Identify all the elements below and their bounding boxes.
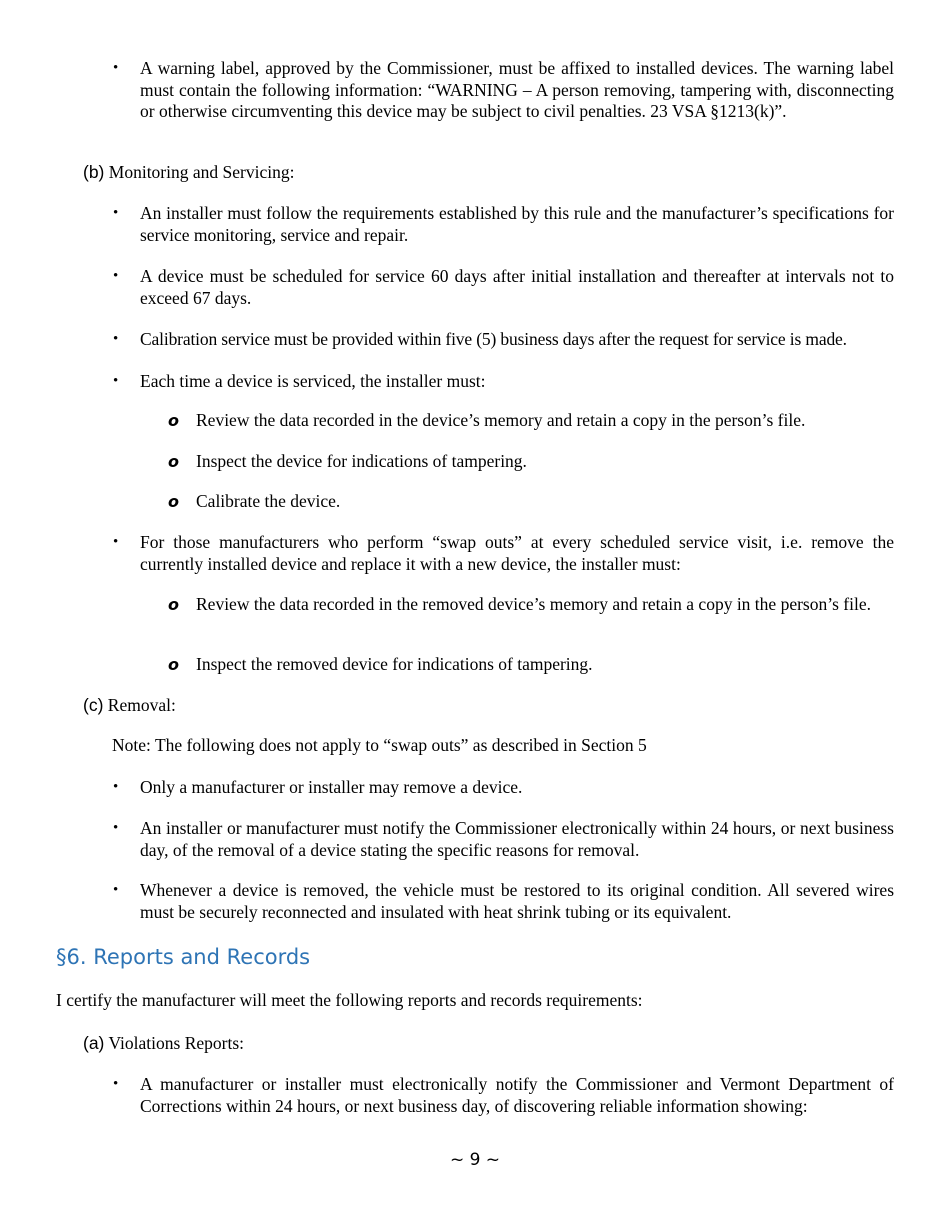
- service-step-1: o Review the data recorded in the device’s memory and retain a copy in the person’s file.: [168, 410, 806, 430]
- section-6a-bullet-1: • A manufacturer or installer must electronically notify the Commissioner and Vermont Department of Corrections within 24 hours, or next business day, of discovering reliable information showing:: [140, 1074, 894, 1117]
- section-c-bullet-1: • Only a manufacturer or installer may remove a device.: [140, 777, 894, 799]
- section-b-label: [83, 162, 294, 184]
- section-b-bullet-3: • Calibration service must be provided within five (5) business days after the request for service is made.: [140, 329, 900, 351]
- circle-bullet-icon: o: [168, 411, 179, 430]
- section-c-note: Note: The following does not apply to “swap outs” as described in Section 5: [112, 735, 647, 755]
- swap-step-1: o Review the data recorded in the removed device’s memory and retain a copy in the person’s file.: [168, 594, 871, 614]
- section-6a-title: Violations Reports:: [108, 1033, 244, 1053]
- section-c-bullet-2: • An installer or manufacturer must notify the Commissioner electronically within 24 hours, or next business day, of the removal of a device stating the specific reasons for removal.: [140, 818, 894, 861]
- section-6-heading: §6. Reports and Records: [56, 945, 311, 969]
- section-c-bullet-3: • Whenever a device is removed, the vehicle must be restored to its original condition. All severed wires must be securely reconnected and insulated with heat shrink tubing or its equivalent.: [140, 880, 894, 923]
- section-c-label: [83, 695, 176, 717]
- section-b-bullet-4: • Each time a device is serviced, the installer must:: [140, 371, 894, 393]
- section-6a-label: [83, 1033, 244, 1055]
- page-number: ~ 9 ~: [449, 1150, 501, 1170]
- section-b-bullet-2: • A device must be scheduled for service 60 days after initial installation and thereafter at intervals not to exceed 67 days.: [140, 266, 894, 309]
- section-b-marker: (b): [83, 162, 105, 182]
- section-b-bullet-1: • An installer must follow the requirements established by this rule and the manufacturer’s specifications for service monitoring, service and repair.: [140, 203, 894, 246]
- section-c-title: Removal:: [107, 695, 176, 715]
- circle-bullet-icon: o: [168, 595, 179, 614]
- section-6-intro: I certify the manufacturer will meet the following reports and records requirements:: [56, 990, 643, 1010]
- warning-label-bullet: • A warning label, approved by the Commissioner, must be affixed to installed devices. The warning label must contain the following information: “WARNING – A person removing, tampering with, disconnecting or otherwise circumventing this device may be subject to civil penalties. 23 VSA §1213(k)”.: [140, 58, 894, 123]
- section-c-marker: (c): [83, 695, 104, 715]
- service-step-3: o Calibrate the device.: [168, 491, 341, 511]
- section-b-bullet-5: • For those manufacturers who perform “swap outs” at every scheduled service visit, i.e. remove the currently installed device and replace it with a new device, the installer must:: [140, 532, 894, 575]
- service-step-2: o Inspect the device for indications of tampering.: [168, 451, 527, 471]
- circle-bullet-icon: o: [168, 655, 179, 674]
- circle-bullet-icon: o: [168, 452, 179, 471]
- circle-bullet-icon: o: [168, 492, 179, 511]
- section-6a-marker: (a): [83, 1033, 105, 1053]
- section-b-title: Monitoring and Servicing:: [108, 162, 295, 182]
- swap-step-2: o Inspect the removed device for indications of tampering.: [168, 654, 593, 674]
